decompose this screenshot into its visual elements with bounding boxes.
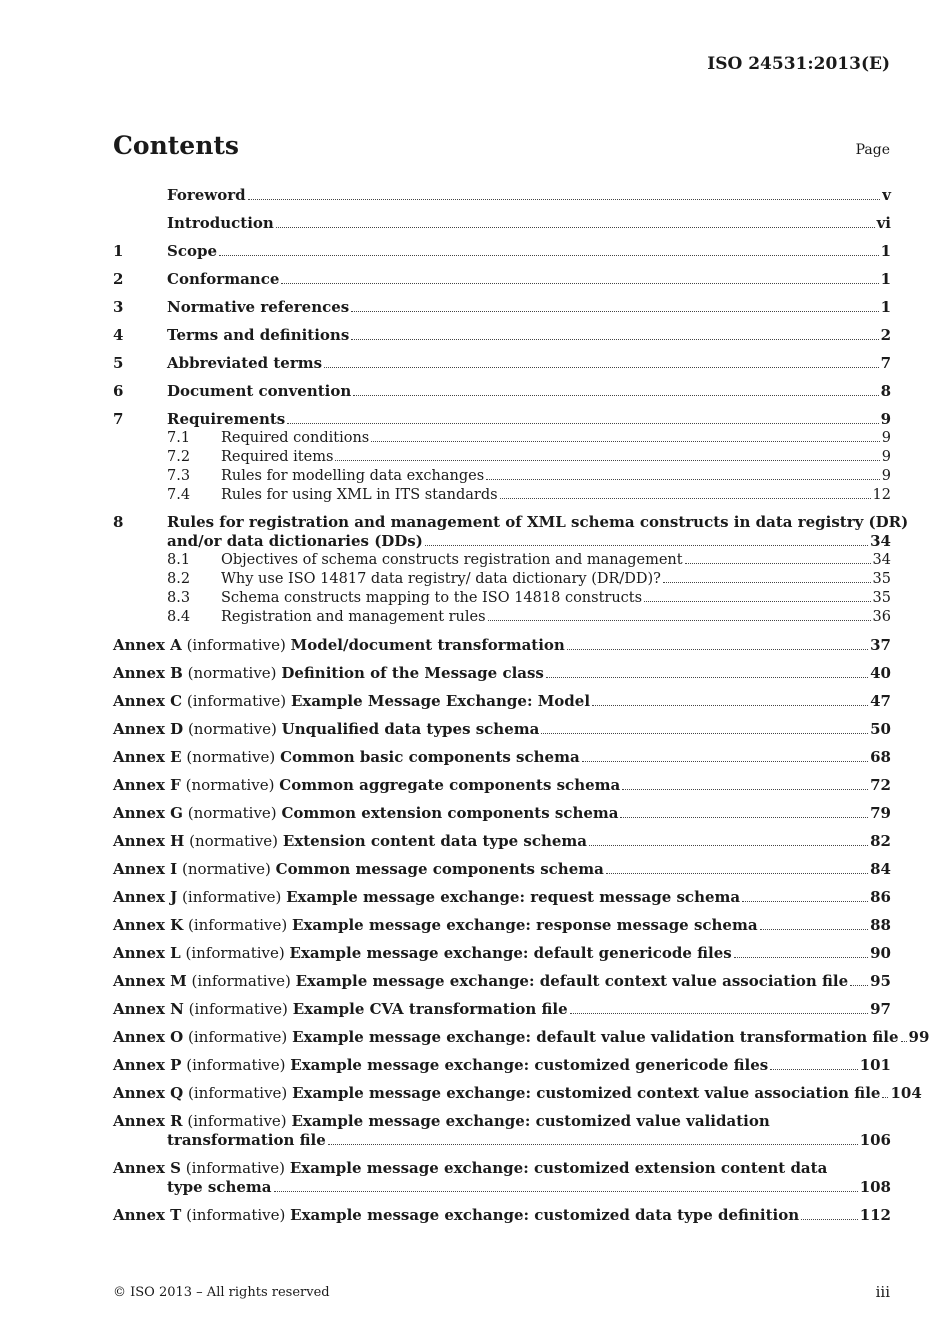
toc-line	[113, 513, 909, 532]
dot-leader	[486, 479, 880, 480]
section-number: 2	[113, 270, 124, 288]
annex-kind: (normative)	[186, 748, 276, 766]
dot-leader	[500, 498, 871, 499]
toc-entry-title: Example message exchange: default genericode files	[289, 944, 732, 962]
toc-page-number: 9	[881, 449, 891, 465]
toc-entry-title: Example message exchange: request message schema	[286, 888, 741, 906]
toc-entry[interactable]	[113, 186, 891, 205]
toc-line	[113, 551, 891, 570]
annex-kind: (informative)	[186, 692, 287, 710]
toc-entry[interactable]	[113, 916, 891, 935]
toc-entry[interactable]	[113, 513, 909, 551]
section-number: 7.1	[167, 430, 191, 446]
page-number: iii	[875, 1283, 890, 1301]
toc-entry-title: Objectives of schema constructs registration and management	[221, 552, 683, 568]
toc-entry[interactable]	[113, 944, 891, 963]
toc-line	[113, 1056, 891, 1075]
toc-entry-title: Conformance	[167, 270, 280, 288]
toc-page-number: 86	[870, 888, 891, 906]
toc-entry[interactable]	[113, 589, 891, 608]
dot-leader	[287, 423, 878, 424]
toc-entry[interactable]	[113, 448, 891, 467]
toc-entry[interactable]	[113, 608, 891, 627]
toc-entry[interactable]	[113, 720, 891, 739]
toc-line-continued	[113, 1131, 891, 1150]
dot-leader	[274, 1191, 858, 1192]
dot-leader	[685, 563, 871, 564]
annex-label: Annex B	[113, 664, 183, 682]
toc-entry[interactable]	[113, 860, 891, 879]
annex-kind: (informative)	[185, 1159, 286, 1177]
section-number: 8.3	[167, 590, 191, 606]
toc-entry[interactable]	[113, 888, 891, 907]
annex-label: Annex K	[113, 916, 184, 934]
toc-page-number: vi	[876, 214, 891, 232]
section-number: 8	[113, 513, 124, 531]
annex-label: Annex D	[113, 720, 184, 738]
dot-leader	[644, 601, 870, 602]
toc-entry[interactable]	[113, 1206, 891, 1225]
annex-kind: (informative)	[182, 888, 282, 906]
toc-entry-title: Document convention	[167, 382, 352, 400]
toc-entry-title: Example message exchange: customized data type definition	[290, 1206, 800, 1224]
annex-label: Annex S	[113, 1159, 181, 1177]
annex-kind: (informative)	[188, 1028, 288, 1046]
toc-entry-title: Common extension components schema	[281, 804, 619, 822]
annex-label: Annex T	[113, 1206, 182, 1224]
dot-leader	[328, 1144, 858, 1145]
toc-entry[interactable]	[113, 570, 891, 589]
dot-leader	[371, 441, 880, 442]
annex-kind: (normative)	[181, 860, 271, 878]
toc-entry-title: Introduction	[167, 214, 274, 232]
toc-line	[113, 748, 891, 767]
section-number: 8.2	[167, 571, 191, 587]
toc-entry[interactable]	[113, 1056, 891, 1075]
annex-label: Annex N	[113, 1000, 184, 1018]
annex-kind: (normative)	[187, 804, 277, 822]
toc-page-number: 47	[870, 692, 891, 710]
dot-leader	[663, 582, 871, 583]
toc-entry[interactable]	[113, 382, 891, 401]
toc-entry-title: Definition of the Message class	[281, 664, 544, 682]
toc-page-number: 9	[880, 410, 891, 428]
toc-page-number: 112	[859, 1206, 891, 1224]
toc-line	[113, 270, 891, 289]
toc-entry[interactable]	[113, 832, 891, 851]
toc-entry[interactable]	[113, 1112, 891, 1150]
toc-line	[113, 888, 891, 907]
toc-entry-title: Terms and definitions	[167, 326, 350, 344]
toc-entry-title: Rules for using XML in ITS standards	[221, 487, 498, 503]
toc-line	[113, 242, 891, 261]
toc-line	[113, 944, 891, 963]
dot-leader	[351, 311, 878, 312]
toc-page-number: 1	[880, 298, 891, 316]
toc-line	[113, 589, 891, 608]
toc-line	[113, 776, 891, 795]
toc-line	[113, 860, 891, 879]
toc-entry[interactable]	[113, 486, 891, 505]
annex-kind: (informative)	[188, 1084, 288, 1102]
toc-entry[interactable]	[113, 326, 891, 345]
dot-leader	[488, 620, 871, 621]
toc-entry-title: Scope	[167, 242, 218, 260]
toc-page-number: 68	[870, 748, 891, 766]
toc-entry-title-continued: type schema	[167, 1178, 272, 1196]
toc-line	[113, 1159, 891, 1178]
toc-entry-title: Example CVA transformation file	[292, 1000, 568, 1018]
toc-page-number: 99	[908, 1028, 930, 1046]
toc-page-number: 79	[870, 804, 891, 822]
toc-line	[113, 410, 891, 429]
toc-line	[113, 186, 891, 205]
dot-leader	[335, 460, 879, 461]
section-number: 7.2	[167, 449, 191, 465]
dot-leader	[276, 227, 875, 228]
annex-kind: (informative)	[186, 1206, 286, 1224]
annex-label: Annex R	[113, 1112, 183, 1130]
toc-page-number: 108	[859, 1178, 891, 1196]
dot-leader	[541, 733, 868, 734]
toc-page-number: 101	[859, 1056, 891, 1074]
toc-line	[113, 448, 891, 467]
toc-page-number: 97	[870, 1000, 891, 1018]
toc-entry[interactable]	[113, 1084, 922, 1103]
toc-line-continued	[113, 1178, 891, 1197]
section-number: 5	[113, 354, 124, 372]
toc-line	[113, 1000, 891, 1019]
toc-page-number: 2	[880, 326, 891, 344]
annex-kind: (normative)	[187, 664, 277, 682]
toc-entry[interactable]	[113, 776, 891, 795]
toc-entry-title: Example message exchange: customized context value association file	[292, 1084, 881, 1102]
toc-line-continued	[113, 532, 891, 551]
toc-page-number: 37	[870, 636, 891, 654]
toc-entry-title: Registration and management rules	[221, 609, 486, 625]
annex-label: Annex J	[113, 888, 178, 906]
toc-page-number: 35	[872, 590, 891, 606]
toc-entry[interactable]	[113, 1159, 891, 1197]
toc-line	[113, 298, 891, 317]
annex-kind: (informative)	[187, 1112, 287, 1130]
toc-page-number: 7	[880, 354, 891, 372]
toc-page-number: 84	[870, 860, 891, 878]
dot-leader	[742, 901, 868, 902]
annex-kind: (informative)	[187, 916, 288, 934]
annex-kind: (normative)	[185, 776, 275, 794]
toc-line	[113, 720, 891, 739]
toc-page-number: 12	[872, 487, 891, 503]
dot-leader	[567, 649, 868, 650]
dot-leader	[734, 957, 868, 958]
toc-entry-title: Example message exchange: default value validation transformation file	[292, 1028, 899, 1046]
toc-page-number: 1	[880, 242, 891, 260]
dot-leader	[248, 199, 881, 200]
toc-entry[interactable]	[113, 214, 891, 233]
toc-line	[113, 486, 891, 505]
toc-line	[113, 354, 891, 373]
toc-entry[interactable]	[113, 692, 891, 711]
annex-kind: (informative)	[191, 972, 291, 990]
toc-page-number: 50	[870, 720, 891, 738]
toc-page-number: 88	[870, 916, 891, 934]
toc-entry[interactable]	[113, 972, 891, 991]
toc-page-number: 35	[872, 571, 891, 587]
dot-leader	[770, 1069, 857, 1070]
dot-leader	[589, 845, 868, 846]
dot-leader	[425, 545, 868, 546]
toc-page-number: 9	[881, 430, 891, 446]
toc-page-number: 40	[870, 664, 891, 682]
dot-leader	[592, 705, 868, 706]
toc-entry[interactable]	[113, 664, 891, 683]
toc-line	[113, 382, 891, 401]
toc-line	[113, 804, 891, 823]
toc-line	[113, 570, 891, 589]
annex-label: Annex Q	[113, 1084, 184, 1102]
toc-entry-title: Required items	[221, 449, 334, 465]
toc-line	[113, 214, 891, 233]
annex-kind: (normative)	[187, 720, 277, 738]
section-number: 3	[113, 298, 124, 316]
annex-label: Annex E	[113, 748, 182, 766]
toc-line	[113, 692, 891, 711]
dot-leader	[351, 339, 878, 340]
toc-entry-title: Normative references	[167, 298, 350, 316]
toc-page-number: 34	[870, 532, 891, 550]
annex-kind: (informative)	[188, 1000, 288, 1018]
dot-leader	[219, 255, 879, 256]
annex-label: Annex O	[113, 1028, 184, 1046]
dot-leader	[570, 1013, 868, 1014]
toc-entry-title: Requirements	[167, 410, 286, 428]
dot-leader	[850, 985, 868, 986]
annex-label: Annex C	[113, 692, 183, 710]
toc-entry[interactable]	[113, 551, 891, 570]
annex-label: Annex H	[113, 832, 185, 850]
toc-page-number: 1	[880, 270, 891, 288]
toc-entry[interactable]	[113, 298, 891, 317]
toc-page-number: 36	[872, 609, 891, 625]
toc-entry-title: Model/document transformation	[290, 636, 565, 654]
toc-entry-title: Common aggregate components schema	[279, 776, 621, 794]
annex-label: Annex A	[113, 636, 182, 654]
toc-page-number: 9	[881, 468, 891, 484]
toc-entry[interactable]	[113, 748, 891, 767]
toc-line	[113, 916, 891, 935]
toc-entry[interactable]	[113, 1028, 930, 1047]
toc-entry-title: Required conditions	[221, 430, 370, 446]
section-number: 1	[113, 242, 124, 260]
toc-line	[113, 1084, 922, 1103]
section-number: 7.3	[167, 468, 191, 484]
toc-line	[113, 1206, 891, 1225]
section-number: 8.4	[167, 609, 191, 625]
toc-entry-title: Example message exchange: default context value association file	[295, 972, 849, 990]
annex-label: Annex I	[113, 860, 178, 878]
toc-line	[113, 972, 891, 991]
toc-entry[interactable]	[113, 467, 891, 486]
toc-entry-title: Example message exchange: customized extension content data	[289, 1159, 828, 1177]
dot-leader	[324, 367, 878, 368]
annex-label: Annex F	[113, 776, 181, 794]
toc-entry[interactable]	[113, 636, 891, 655]
toc-entry-title: Rules for registration and management of XML schema constructs in data registry (DR)	[167, 513, 909, 531]
toc-page-number: 106	[859, 1131, 891, 1149]
section-number: 7	[113, 410, 124, 428]
toc-page-number: 104	[890, 1084, 922, 1102]
annex-kind: (informative)	[185, 944, 285, 962]
toc-line	[113, 1112, 891, 1131]
toc-entry-title: Example message exchange: customized value validation	[291, 1112, 770, 1130]
dot-leader	[882, 1097, 888, 1098]
toc-entry-title: Common basic components schema	[280, 748, 580, 766]
toc-entry[interactable]	[113, 242, 891, 261]
toc-entry-title: Foreword	[167, 186, 246, 204]
section-number: 8.1	[167, 552, 191, 568]
annex-label: Annex L	[113, 944, 181, 962]
toc-line	[113, 429, 891, 448]
toc-line	[113, 664, 891, 683]
annex-label: Annex G	[113, 804, 183, 822]
section-number: 7.4	[167, 487, 191, 503]
toc-page-number: v	[882, 186, 891, 204]
toc-entry-title: Why use ISO 14817 data registry/ data dictionary (DR/DD)?	[221, 571, 661, 587]
toc-line	[113, 1028, 930, 1047]
toc-entry-title: Common message components schema	[275, 860, 604, 878]
document-id: ISO 24531:2013(E)	[707, 54, 890, 74]
dot-leader	[620, 817, 868, 818]
toc-entry-title: Example message exchange: customized genericode files	[290, 1056, 769, 1074]
dot-leader	[622, 789, 868, 790]
toc-line	[113, 608, 891, 627]
toc-page-number: 72	[870, 776, 891, 794]
page-column-label: Page	[855, 142, 890, 158]
annex-kind: (informative)	[186, 636, 286, 654]
toc-line	[113, 832, 891, 851]
toc-entry-title-continued: and/or data dictionaries (DDs)	[167, 532, 423, 550]
toc-page-number: 34	[872, 552, 891, 568]
toc-page-number: 90	[870, 944, 891, 962]
section-number: 6	[113, 382, 124, 400]
dot-leader	[606, 873, 868, 874]
toc-page-number: 82	[870, 832, 891, 850]
toc-entry-title: Extension content data type schema	[282, 832, 588, 850]
dot-leader	[901, 1041, 907, 1042]
toc-entry[interactable]	[113, 804, 891, 823]
toc-page-number: 95	[870, 972, 891, 990]
toc-line	[113, 467, 891, 486]
toc-line	[113, 326, 891, 345]
annex-label: Annex P	[113, 1056, 182, 1074]
annex-label: Annex M	[113, 972, 187, 990]
toc-page-number: 8	[880, 382, 891, 400]
toc-entry[interactable]	[113, 1000, 891, 1019]
toc-entry[interactable]	[113, 354, 891, 373]
section-number: 4	[113, 326, 124, 344]
toc-entry-title: Abbreviated terms	[167, 354, 323, 372]
page-title: Contents	[113, 131, 240, 160]
toc-entry-title: Example Message Exchange: Model	[290, 692, 591, 710]
toc-entry-title: Unqualified data types schema	[281, 720, 540, 738]
toc-entry[interactable]	[113, 410, 891, 429]
toc-line	[113, 636, 891, 655]
toc-entry-title: Schema constructs mapping to the ISO 14818 constructs	[221, 590, 643, 606]
dot-leader	[582, 761, 868, 762]
dot-leader	[353, 395, 878, 396]
table-of-contents	[113, 186, 930, 1225]
toc-entry-title: Rules for modelling data exchanges	[221, 468, 485, 484]
dot-leader	[546, 677, 868, 678]
dot-leader	[801, 1219, 858, 1220]
toc-entry[interactable]	[113, 270, 891, 289]
dot-leader	[281, 283, 878, 284]
toc-entry[interactable]	[113, 429, 891, 448]
annex-kind: (normative)	[189, 832, 279, 850]
toc-entry-title-continued: transformation file	[167, 1131, 326, 1149]
copyright-notice: © ISO 2013 – All rights reserved	[113, 1285, 330, 1300]
dot-leader	[760, 929, 869, 930]
annex-kind: (informative)	[186, 1056, 286, 1074]
toc-entry-title: Example message exchange: response message schema	[292, 916, 758, 934]
